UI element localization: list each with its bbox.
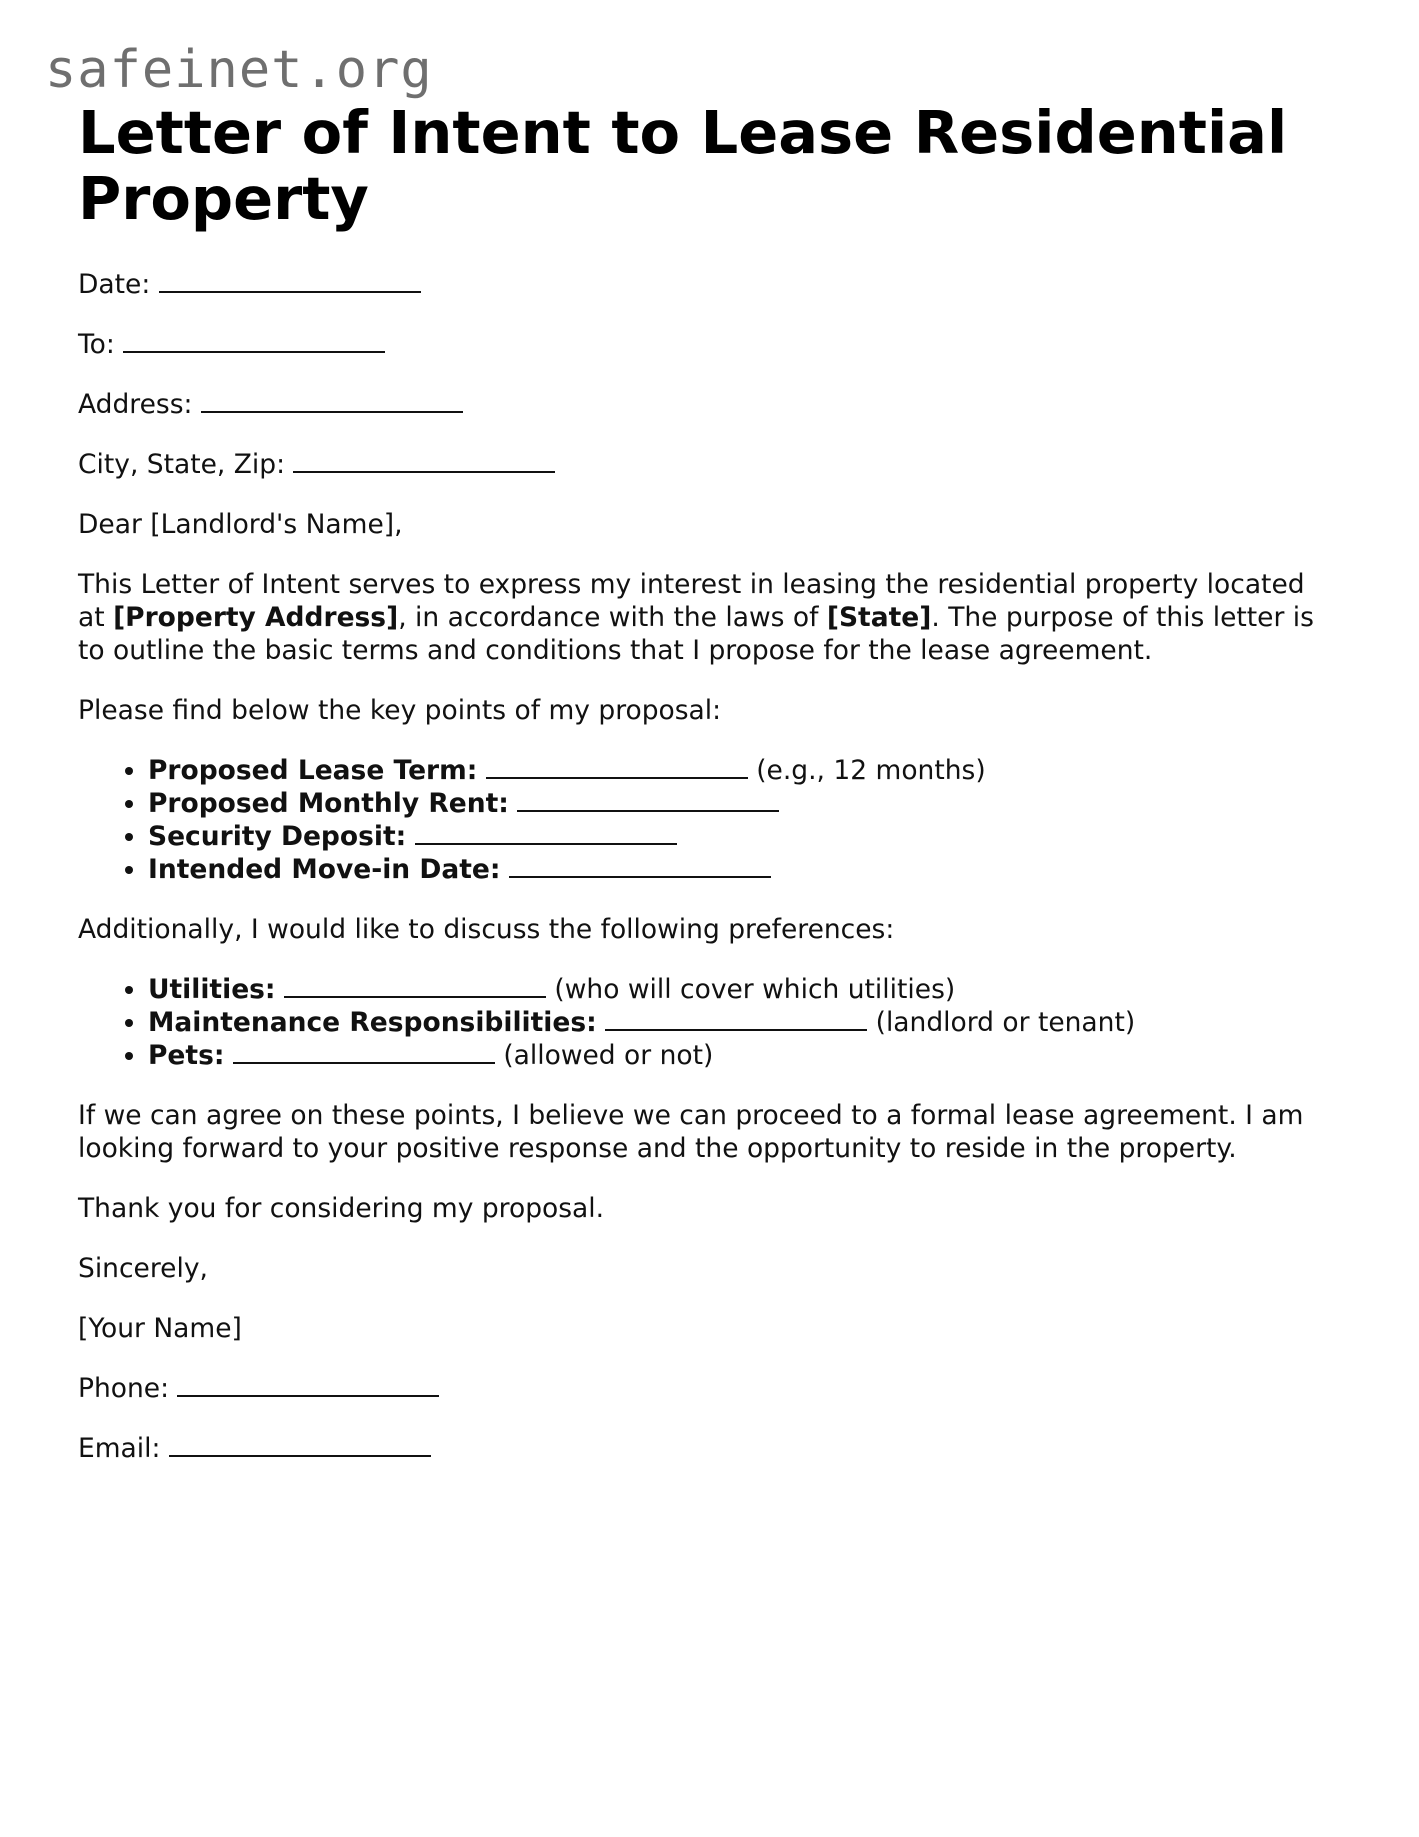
intro-text-2: , in accordance with the laws of [398, 602, 827, 633]
address-blank[interactable] [201, 389, 463, 413]
maintenance-note: (landlord or tenant) [875, 1007, 1136, 1038]
city-state-zip-field [78, 448, 1338, 481]
document-title: Letter of Intent to Lease Residential Property [78, 98, 1288, 233]
date-label: Date: [78, 269, 151, 300]
list-item [148, 787, 1338, 820]
intro-text-1: This Letter of Intent serves to express my interest in leasing the residential property located at [78, 569, 1305, 633]
salutation: Dear [Landlord's Name], [78, 509, 403, 540]
list-item [148, 853, 1338, 886]
thanks-line: Thank you for considering my proposal. [78, 1193, 605, 1224]
proposal-list [78, 754, 1338, 886]
pets-blank[interactable] [233, 1040, 495, 1064]
preferences-list [78, 973, 1338, 1072]
signoff: Sincerely, [78, 1253, 208, 1284]
lease-term-label: Proposed Lease Term: [148, 755, 478, 786]
move-in-date-blank[interactable] [509, 854, 771, 878]
list-item [148, 973, 1338, 1006]
list-item [148, 754, 1338, 787]
city-state-zip-label: City, State, Zip: [78, 449, 286, 480]
lease-term-note: (e.g., 12 months) [756, 755, 986, 786]
city-state-zip-blank[interactable] [293, 449, 555, 473]
email-field [78, 1432, 1338, 1465]
intro-text-3: . The purpose of this letter is to outline the basic terms and conditions that I propose for the lease agreement. [78, 602, 1314, 666]
proposal-intro: Please find below the key points of my proposal: [78, 695, 722, 726]
intro-paragraph [78, 568, 1338, 667]
email-blank[interactable] [169, 1433, 431, 1457]
lease-term-blank[interactable] [486, 755, 748, 779]
utilities-note: (who will cover which utilities) [554, 974, 956, 1005]
address-label: Address: [78, 389, 193, 420]
security-deposit-blank[interactable] [415, 821, 677, 845]
pets-note: (allowed or not) [503, 1040, 714, 1071]
list-item [148, 1039, 1338, 1072]
your-name-placeholder: [Your Name] [78, 1313, 242, 1344]
pets-label: Pets: [148, 1040, 225, 1071]
property-address-placeholder: [Property Address] [113, 602, 399, 633]
closing-paragraph: If we can agree on these points, I believe we can proceed to a formal lease agreement. I am looking forward to your positive response and the opportunity to reside in the property. [78, 1100, 1304, 1164]
to-label: To: [78, 329, 115, 360]
date-field [78, 268, 1338, 301]
monthly-rent-blank[interactable] [517, 788, 779, 812]
preferences-intro: Additionally, I would like to discuss the following preferences: [78, 914, 895, 945]
list-item [148, 820, 1338, 853]
phone-field [78, 1372, 1338, 1405]
address-field [78, 388, 1338, 421]
utilities-label: Utilities: [148, 974, 276, 1005]
email-label: Email: [78, 1433, 161, 1464]
date-blank[interactable] [159, 269, 421, 293]
to-field [78, 328, 1338, 361]
phone-blank[interactable] [177, 1373, 439, 1397]
utilities-blank[interactable] [284, 974, 546, 998]
letter-page [78, 100, 1338, 1465]
state-placeholder: [State] [826, 602, 932, 633]
maintenance-label: Maintenance Responsibilities: [148, 1007, 597, 1038]
security-deposit-label: Security Deposit: [148, 821, 407, 852]
watermark: safeinet.org [45, 40, 433, 100]
phone-label: Phone: [78, 1373, 170, 1404]
to-blank[interactable] [123, 329, 385, 353]
monthly-rent-label: Proposed Monthly Rent: [148, 788, 509, 819]
list-item [148, 1006, 1338, 1039]
move-in-date-label: Intended Move-in Date: [148, 854, 501, 885]
maintenance-blank[interactable] [605, 1007, 867, 1031]
